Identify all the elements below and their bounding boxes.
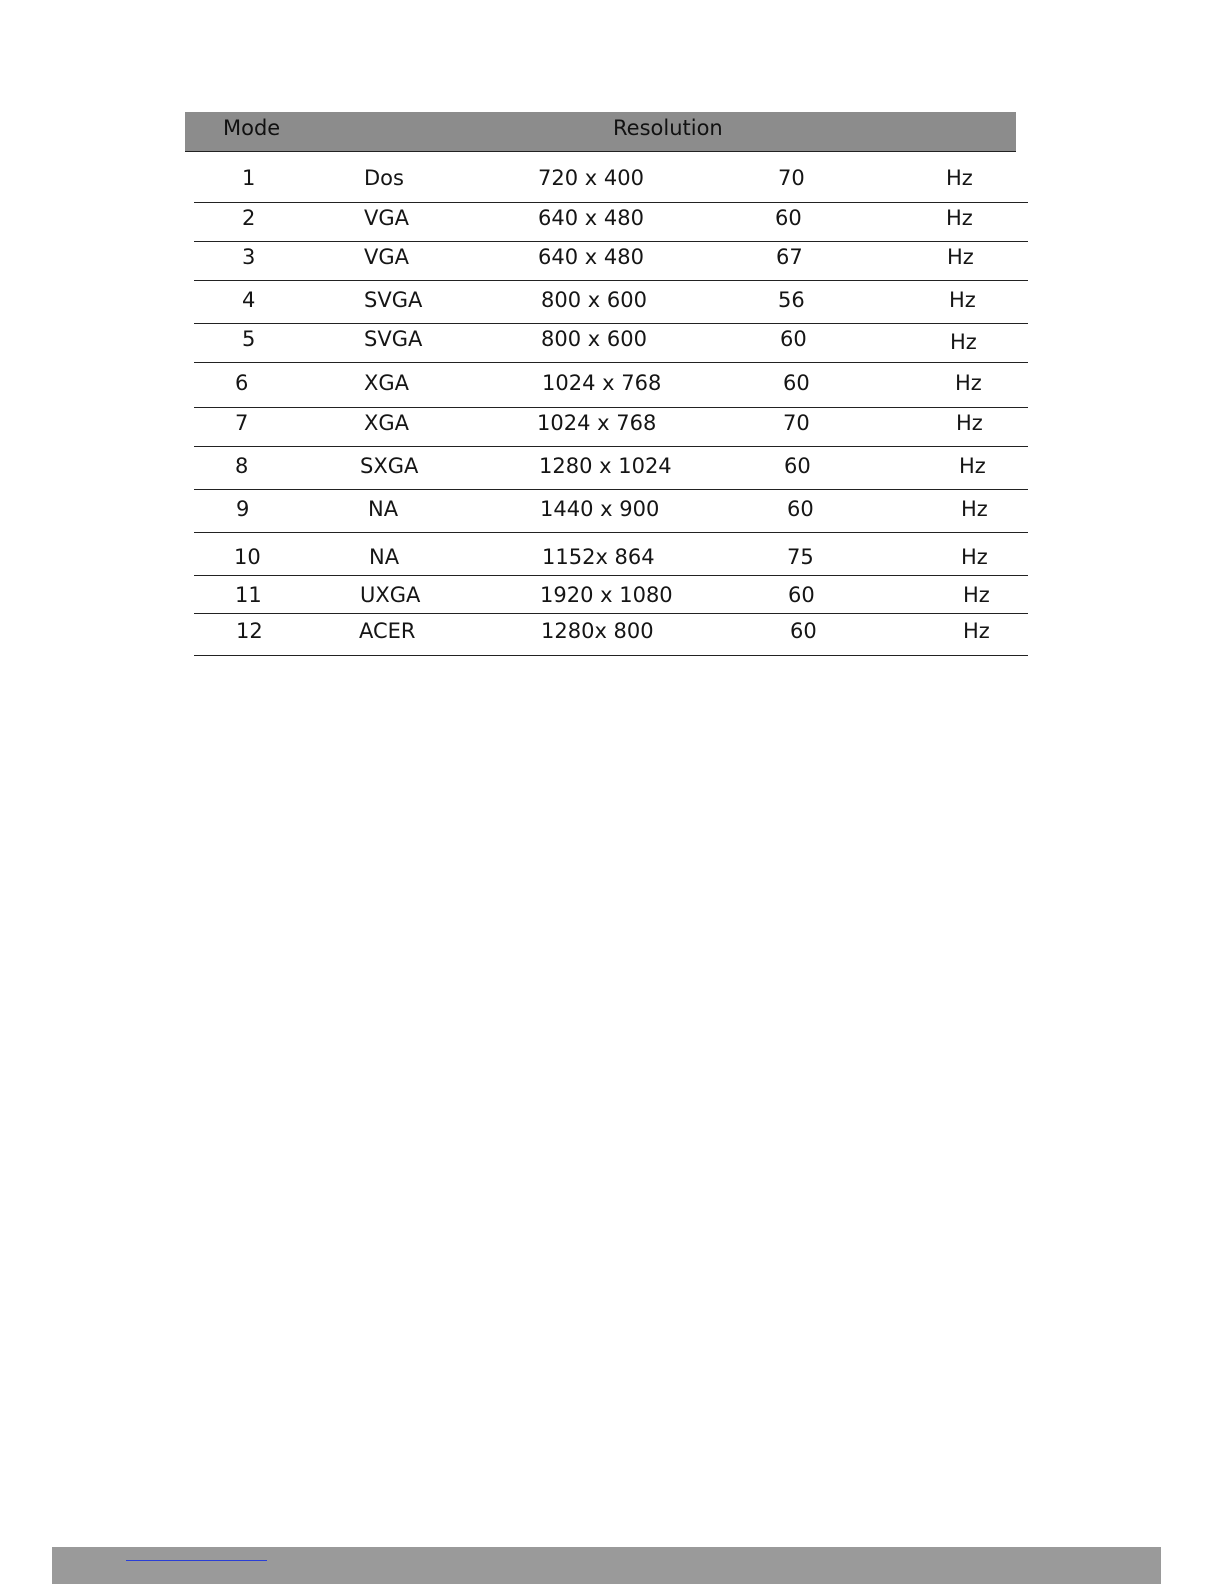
row-mode-name: SVGA	[364, 288, 423, 312]
row-mode-name: NA	[369, 545, 400, 569]
table-row	[194, 408, 1028, 447]
table-row	[194, 576, 1028, 614]
header-resolution: Resolution	[613, 116, 723, 140]
row-resolution: 1280 x 1024	[539, 454, 672, 478]
row-mode-number: 5	[242, 327, 256, 351]
row-unit: Hz	[956, 411, 983, 435]
table-row	[194, 533, 1028, 576]
header-mode: Mode	[223, 116, 281, 140]
table-row	[194, 614, 1028, 656]
row-frequency: 70	[783, 411, 810, 435]
footer-link[interactable]	[126, 1547, 267, 1561]
row-resolution: 720 x 400	[538, 166, 644, 190]
row-mode-name: XGA	[364, 371, 410, 395]
row-resolution: 1024 x 768	[537, 411, 657, 435]
row-unit: Hz	[961, 497, 988, 521]
row-resolution: 800 x 600	[541, 288, 647, 312]
row-mode-number: 1	[242, 166, 256, 190]
row-mode-name: SVGA	[364, 327, 423, 351]
table-row	[194, 281, 1028, 324]
table-header	[185, 112, 1016, 152]
row-mode-name: SXGA	[360, 454, 419, 478]
row-frequency: 60	[790, 619, 817, 643]
row-mode-name: VGA	[364, 245, 410, 269]
footer-bar	[52, 1547, 1161, 1584]
row-mode-name: VGA	[364, 206, 410, 230]
row-unit: Hz	[959, 454, 986, 478]
row-mode-name: NA	[368, 497, 399, 521]
row-resolution: 640 x 480	[538, 245, 644, 269]
row-unit: Hz	[949, 288, 976, 312]
row-mode-number: 2	[242, 206, 256, 230]
row-unit: Hz	[946, 206, 973, 230]
row-frequency: 75	[787, 545, 814, 569]
row-frequency: 60	[784, 454, 811, 478]
row-mode-name: UXGA	[360, 583, 421, 607]
row-resolution: 640 x 480	[538, 206, 644, 230]
row-frequency: 67	[776, 245, 803, 269]
row-frequency: 60	[780, 327, 807, 351]
row-unit: Hz	[961, 545, 988, 569]
row-frequency: 70	[778, 166, 805, 190]
row-resolution: 1024 x 768	[542, 371, 662, 395]
table-row	[194, 363, 1028, 408]
row-frequency: 60	[775, 206, 802, 230]
row-mode-number: 3	[242, 245, 256, 269]
table-row	[194, 203, 1028, 242]
row-mode-number: 10	[234, 545, 261, 569]
row-frequency: 60	[783, 371, 810, 395]
table-row	[194, 242, 1028, 281]
row-resolution: 1920 x 1080	[540, 583, 673, 607]
row-mode-number: 12	[236, 619, 263, 643]
table-row	[194, 324, 1028, 363]
row-mode-number: 8	[235, 454, 249, 478]
row-unit: Hz	[950, 330, 977, 354]
row-mode-name: Dos	[364, 166, 404, 190]
row-unit: Hz	[946, 166, 973, 190]
row-unit: Hz	[963, 619, 990, 643]
row-mode-number: 7	[235, 411, 249, 435]
row-resolution: 800 x 600	[541, 327, 647, 351]
row-frequency: 56	[778, 288, 805, 312]
row-resolution: 1280x 800	[541, 619, 654, 643]
table-row	[194, 490, 1028, 533]
row-mode-number: 11	[235, 583, 262, 607]
row-unit: Hz	[947, 245, 974, 269]
row-resolution: 1440 x 900	[540, 497, 660, 521]
table-row	[194, 447, 1028, 490]
table-row	[194, 152, 1028, 203]
row-resolution: 1152x 864	[542, 545, 655, 569]
row-unit: Hz	[955, 371, 982, 395]
row-mode-name: XGA	[364, 411, 410, 435]
row-mode-number: 6	[235, 371, 249, 395]
row-mode-number: 9	[236, 497, 250, 521]
row-frequency: 60	[787, 497, 814, 521]
row-frequency: 60	[788, 583, 815, 607]
row-unit: Hz	[963, 583, 990, 607]
row-mode-name: ACER	[359, 619, 416, 643]
row-mode-number: 4	[242, 288, 256, 312]
